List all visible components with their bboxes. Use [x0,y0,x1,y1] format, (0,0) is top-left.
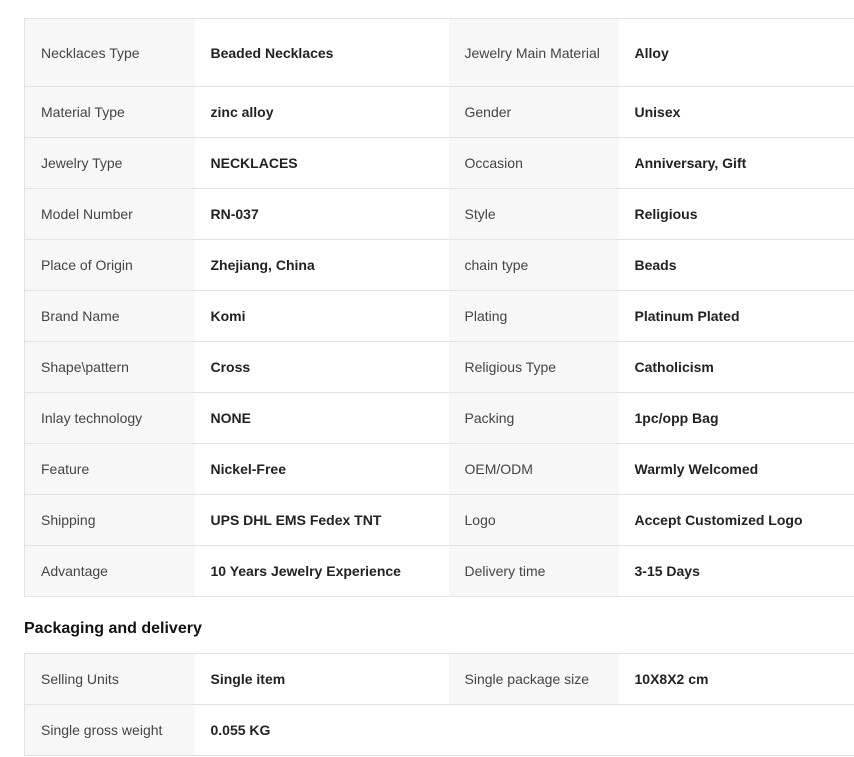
attribute-label: Religious Type [449,342,619,393]
attribute-value: Unisex [619,87,854,138]
attribute-label: Place of Origin [25,240,195,291]
attribute-value: Anniversary, Gift [619,138,854,189]
table-row [25,342,854,393]
empty-cell [449,705,619,756]
table-row [25,138,854,189]
empty-cell [619,705,854,756]
attribute-label: Jewelry Main Material [449,19,619,87]
attribute-value: Catholicism [619,342,854,393]
attribute-label: Single gross weight [25,705,195,756]
attribute-value: Komi [195,291,449,342]
attribute-label: Jewelry Type [25,138,195,189]
table-row [25,19,854,87]
attribute-label: Material Type [25,87,195,138]
attribute-value: Alloy [619,19,854,87]
attribute-label: Selling Units [25,654,195,705]
attribute-value: 0.055 KG [195,705,449,756]
attribute-label: Packing [449,393,619,444]
attribute-value: RN-037 [195,189,449,240]
attribute-label: Brand Name [25,291,195,342]
attribute-label: Necklaces Type [25,19,195,87]
attribute-value: 10 Years Jewelry Experience [195,546,449,597]
table-row [25,393,854,444]
attribute-value: NONE [195,393,449,444]
table-row [25,291,854,342]
attribute-label: Advantage [25,546,195,597]
table-row [25,654,854,705]
table-row [25,444,854,495]
table-row [25,495,854,546]
attribute-value: 10X8X2 cm [619,654,854,705]
attribute-value: 3-15 Days [619,546,854,597]
attribute-label: Model Number [25,189,195,240]
attribute-value: Single item [195,654,449,705]
attribute-label: Single package size [449,654,619,705]
attribute-value: Beaded Necklaces [195,19,449,87]
table-row [25,240,854,291]
attribute-value: Beads [619,240,854,291]
attribute-label: Shipping [25,495,195,546]
attribute-label: Delivery time [449,546,619,597]
attribute-value: Platinum Plated [619,291,854,342]
attribute-label: Occasion [449,138,619,189]
attribute-label: Plating [449,291,619,342]
packaging-section-title: Packaging and delivery [24,620,202,637]
table-row [25,87,854,138]
attribute-value: Accept Customized Logo [619,495,854,546]
attribute-value: Religious [619,189,854,240]
attribute-label: Gender [449,87,619,138]
attribute-label: Feature [25,444,195,495]
attribute-label: Style [449,189,619,240]
attribute-value: Cross [195,342,449,393]
attribute-value: zinc alloy [195,87,449,138]
attribute-label: Logo [449,495,619,546]
attribute-label: OEM/ODM [449,444,619,495]
attributes-table [24,18,854,597]
table-row [25,189,854,240]
table-row [25,705,854,756]
attribute-value: 1pc/opp Bag [619,393,854,444]
attribute-value: Zhejiang, China [195,240,449,291]
packaging-table [24,653,854,756]
attribute-value: NECKLACES [195,138,449,189]
attribute-value: Warmly Welcomed [619,444,854,495]
attribute-label: chain type [449,240,619,291]
attribute-label: Shape\pattern [25,342,195,393]
attribute-label: Inlay technology [25,393,195,444]
attribute-value: UPS DHL EMS Fedex TNT [195,495,449,546]
table-row [25,546,854,597]
attribute-value: Nickel-Free [195,444,449,495]
